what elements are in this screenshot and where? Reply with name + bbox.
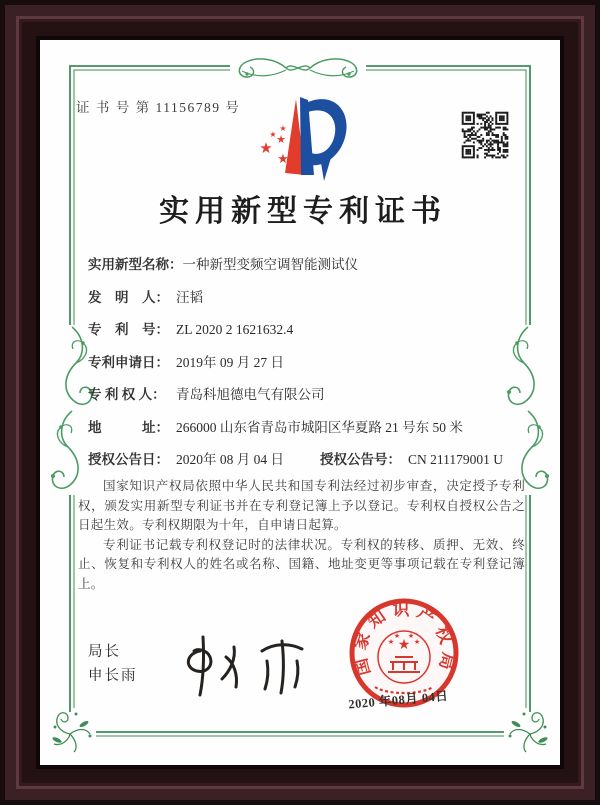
legal-text	[78, 477, 525, 594]
field-address	[88, 416, 534, 436]
field-value: CN 211179001 U	[408, 452, 504, 467]
field-label: 专 利 号：	[88, 322, 169, 337]
svg-text:★: ★	[393, 632, 401, 640]
svg-text:★: ★	[259, 139, 273, 157]
fields-section	[88, 253, 534, 481]
seal-date: 2020 年08月 04日	[347, 688, 449, 712]
field-label: 地 址：	[88, 419, 169, 435]
svg-text:★: ★	[397, 637, 411, 653]
field-value: 2020年 08 月 04 日	[176, 452, 284, 467]
cnipa-logo	[250, 90, 350, 184]
svg-text:★: ★	[269, 130, 277, 139]
field-label: 授权公告号：	[320, 452, 401, 467]
svg-text:★: ★	[279, 124, 287, 133]
field-label: 实用新型名称：	[88, 257, 183, 272]
field-utility-model-name	[88, 253, 534, 273]
legal-paragraph-2: 专利证书记载专利权登记时的法律状况。专利权的转移、质押、无效、终止、恢复和专利权人的姓名或名称、国籍、地址变更等事项记载在专利登记簿上。	[78, 537, 525, 591]
field-label: 发 明 人：	[88, 289, 169, 305]
svg-text:★: ★	[387, 638, 395, 646]
svg-text:★: ★	[407, 632, 415, 640]
field-grant	[88, 448, 534, 468]
field-filing-date	[88, 351, 534, 371]
svg-text:★: ★	[276, 133, 286, 146]
director-signature	[170, 633, 320, 698]
certificate-paper	[40, 40, 560, 765]
field-value: 266000 山东省青岛市城阳区华夏路 21 号东 50 米	[176, 419, 463, 435]
field-patent-number	[88, 318, 534, 338]
field-value: 一种新型变频空调智能测试仪	[182, 257, 358, 272]
field-value: 汪韬	[176, 289, 203, 305]
certificate-title: 实用新型专利证书	[159, 195, 447, 228]
svg-text:★: ★	[277, 152, 289, 167]
field-label: 专 利 权 人：	[88, 387, 166, 402]
seal-text: 国家知识产权局	[349, 600, 459, 678]
field-value: ZL 2020 2 1621632.4	[176, 322, 294, 337]
field-patentee	[88, 383, 534, 403]
field-label: 授权公告日：	[88, 452, 169, 467]
field-inventor	[88, 286, 534, 306]
legal-paragraph-1: 国家知识产权局依照中华人民共和国专利法经过初步审查，决定授予专利权，颁发实用新型专利证书并在专利登记簿上予以登记。专利权自授权公告之日起生效。专利权期限为十年，自申请日起算。	[78, 479, 525, 532]
logo-stars	[259, 124, 289, 167]
field-value: 青岛科旭德电气有限公司	[176, 387, 325, 402]
svg-text:★: ★	[413, 638, 421, 646]
qr-code	[458, 108, 512, 162]
director-name: 申长雨	[88, 668, 138, 684]
certificate-number: 证 书 号 第 11156789 号	[76, 100, 241, 115]
field-label: 专利申请日：	[88, 354, 169, 370]
director-title: 局长	[88, 644, 121, 660]
director-block	[88, 640, 138, 688]
field-value: 2019年 09 月 27 日	[176, 354, 284, 370]
